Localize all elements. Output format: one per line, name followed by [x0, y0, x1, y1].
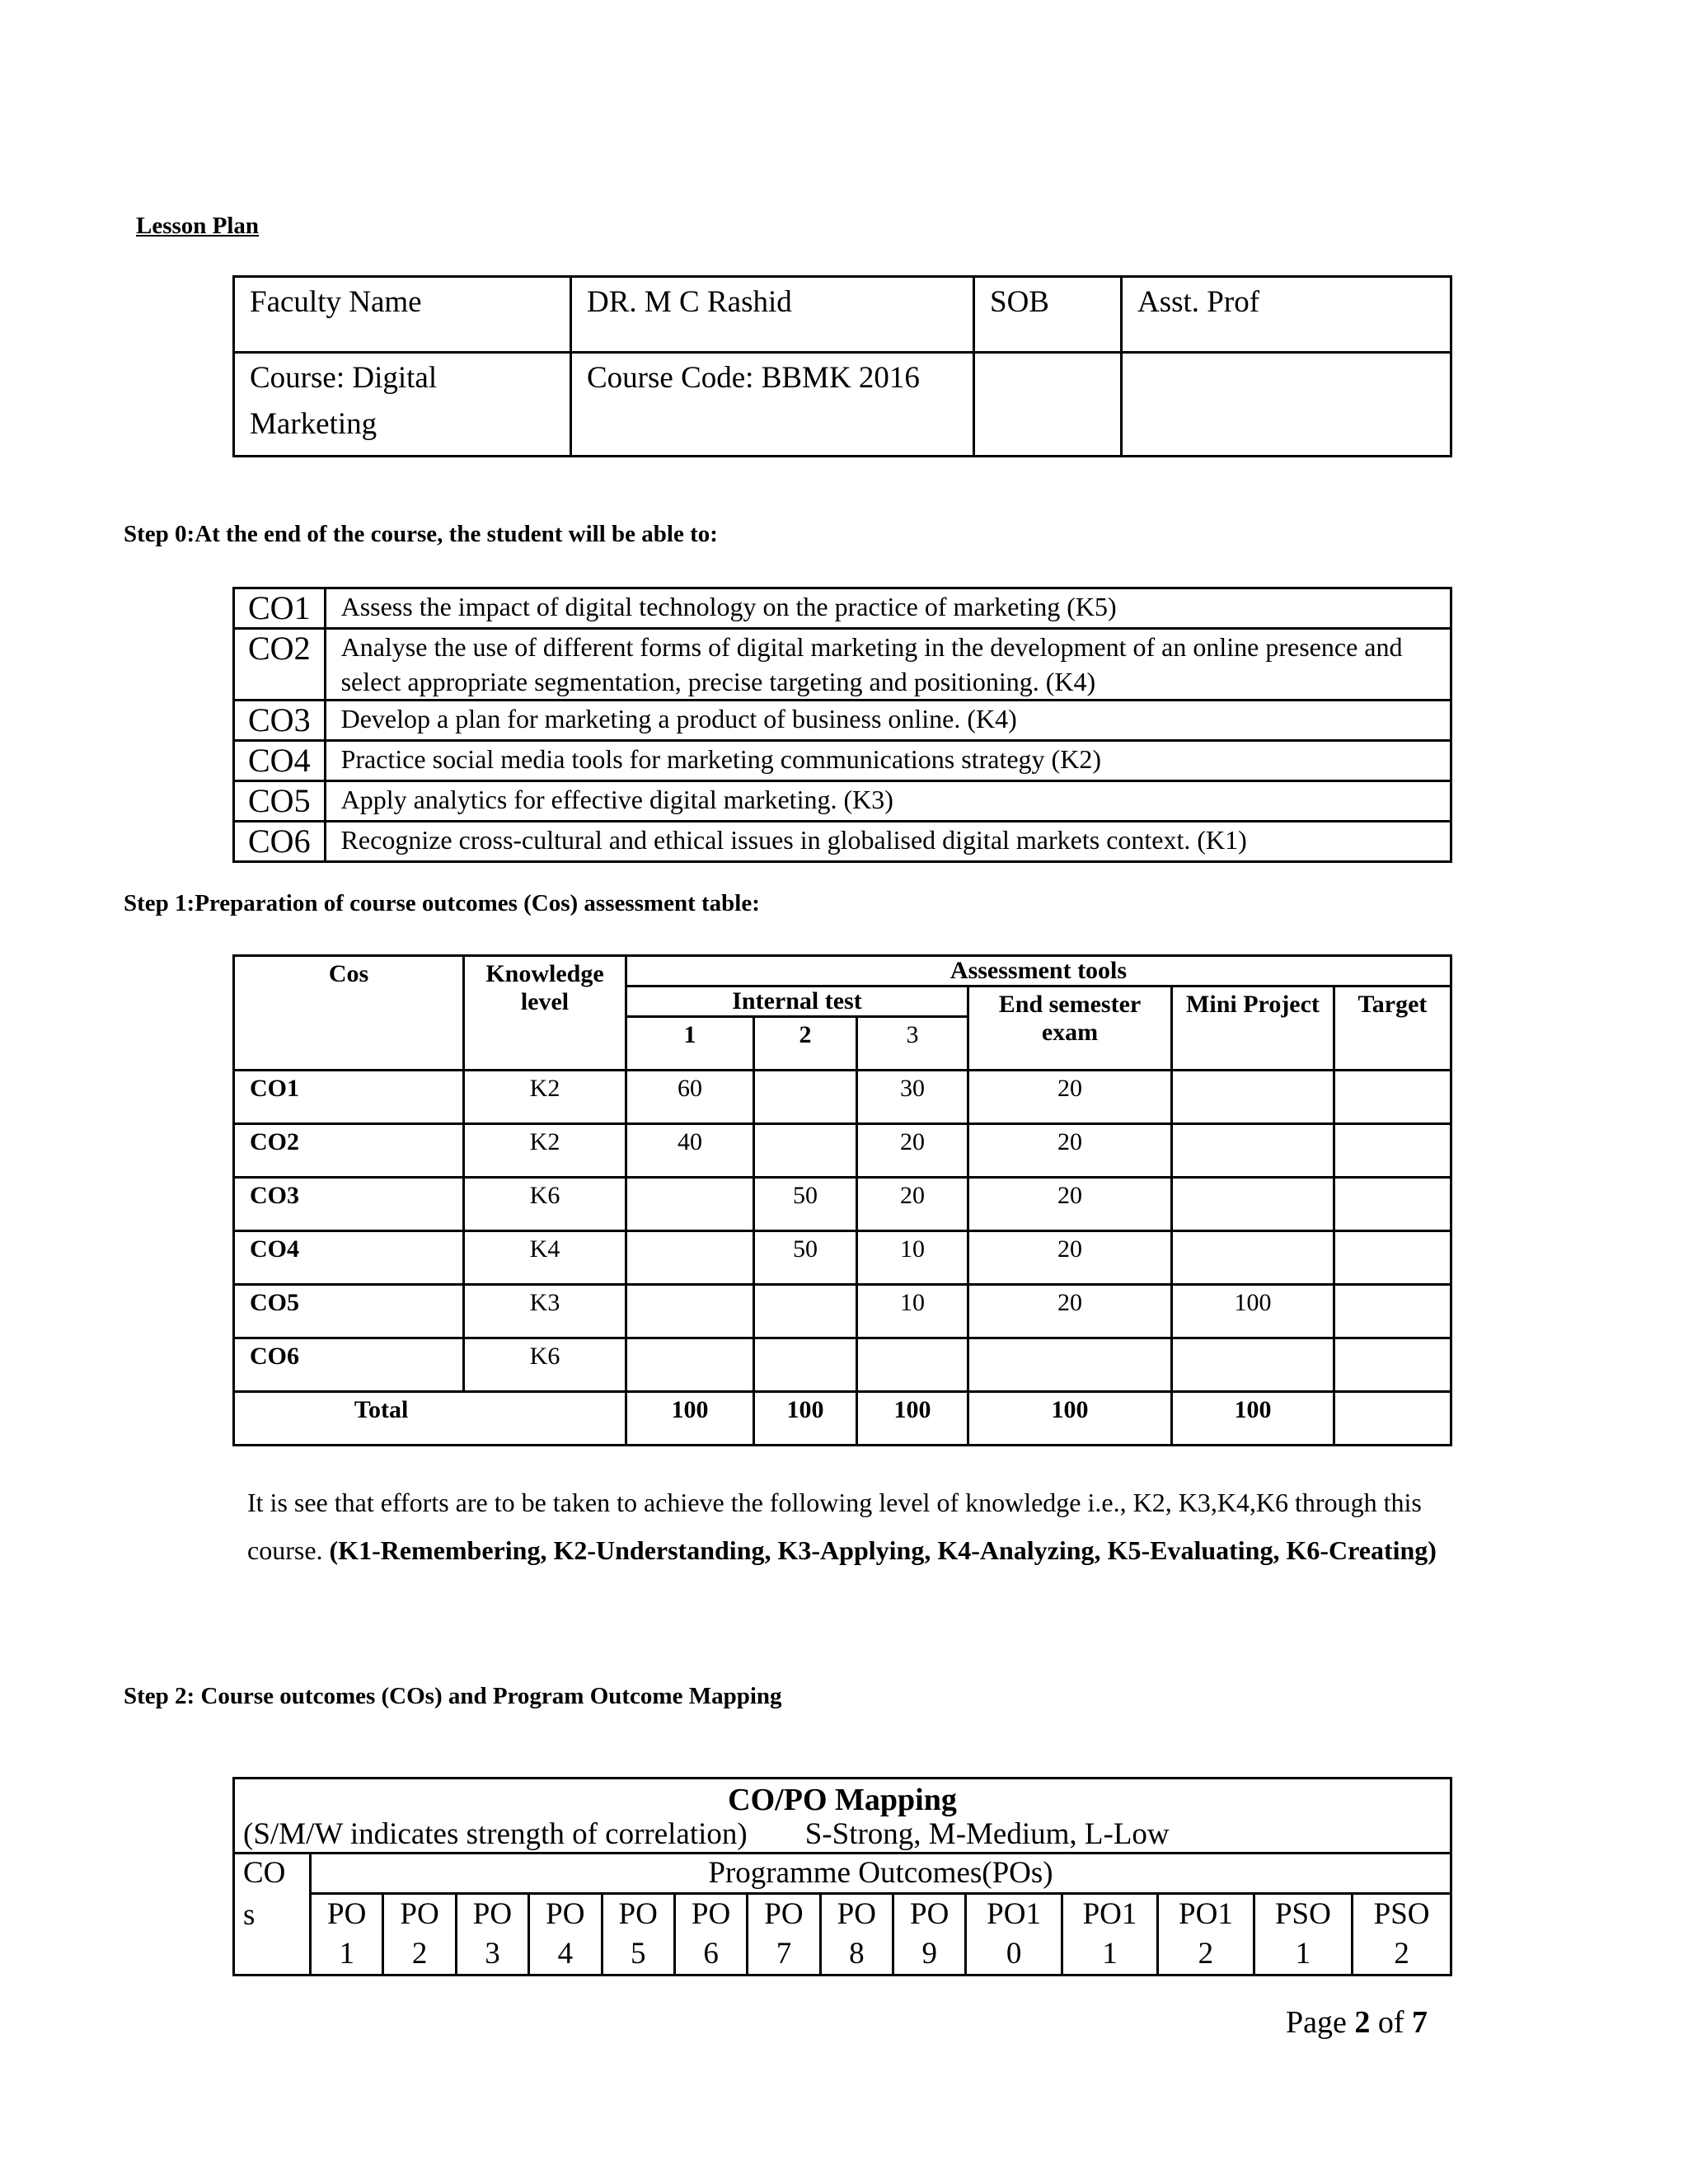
po-column-header	[1254, 1894, 1353, 1975]
row-test-2: 50	[754, 1231, 857, 1285]
po-header-bottom: 6	[703, 1937, 719, 1971]
header-internal-test: Internal test	[626, 987, 968, 1017]
knowledge-paragraph	[247, 1479, 1451, 1574]
po-header-bottom: 2	[1198, 1937, 1214, 1971]
po-column-header	[456, 1894, 528, 1975]
outcome-code: CO2	[234, 629, 326, 701]
po-header-top: PO1	[1179, 1897, 1233, 1931]
po-header-bottom: 2	[411, 1937, 428, 1971]
row-test-1	[626, 1338, 754, 1392]
po-header-top: PSO	[1274, 1897, 1331, 1931]
step2-heading: Step 2: Course outcomes (COs) and Program Outcome Mapping	[124, 1683, 782, 1709]
row-co: CO3	[234, 1178, 464, 1231]
course-name-line2: Marketing	[250, 407, 377, 441]
outcome-text: Recognize cross-cultural and ethical issues in globalised digital markets context. (K1)	[325, 822, 1451, 862]
row-test-1: 40	[626, 1124, 754, 1178]
po-column-header	[1062, 1894, 1157, 1975]
paragraph-bold: (K1-Remembering, K2-Understanding, K3-Applying, K4-Analyzing, K5-Evaluating, K6-Creating)	[329, 1535, 1437, 1565]
row-end-semester: 20	[968, 1178, 1172, 1231]
header-test-2: 2	[754, 1017, 857, 1071]
page-title: Lesson Plan	[136, 213, 260, 239]
row-test-2	[754, 1071, 857, 1124]
row-test-3: 20	[857, 1178, 968, 1231]
outcome-code: CO6	[234, 822, 326, 862]
assessment-table	[232, 954, 1452, 1446]
po-header-top: PO	[691, 1897, 731, 1931]
row-co: CO4	[234, 1231, 464, 1285]
assessment-row	[234, 1124, 1451, 1178]
po-header-bottom: 3	[485, 1937, 500, 1971]
po-header-top: PO	[618, 1897, 658, 1931]
row-end-semester: 20	[968, 1124, 1172, 1178]
row-test-3	[857, 1338, 968, 1392]
total-t2: 100	[754, 1392, 857, 1446]
row-test-2	[754, 1285, 857, 1338]
programme-outcomes-header: Programme Outcomes(POs)	[311, 1854, 1451, 1894]
faculty-designation: Asst. Prof	[1122, 277, 1451, 353]
po-header-bottom: 1	[1295, 1937, 1311, 1971]
row-co: CO2	[234, 1124, 464, 1178]
course-outcome-row	[234, 629, 1451, 701]
mapping-legend: S-Strong, M-Medium, L-Low	[804, 1817, 1170, 1851]
assessment-row	[234, 1178, 1451, 1231]
row-test-1	[626, 1178, 754, 1231]
po-header-bottom: 2	[1394, 1937, 1409, 1971]
row-test-3: 20	[857, 1124, 968, 1178]
row-target	[1334, 1338, 1451, 1392]
po-column-header	[1353, 1894, 1451, 1975]
assessment-row	[234, 1338, 1451, 1392]
row-target	[1334, 1071, 1451, 1124]
row-knowledge: K2	[464, 1124, 626, 1178]
faculty-name: DR. M C Rashid	[571, 277, 974, 353]
po-column-header	[748, 1894, 820, 1975]
row-mini-project	[1172, 1124, 1334, 1178]
row-knowledge: K6	[464, 1338, 626, 1392]
mapping-title-cell	[234, 1779, 1451, 1854]
header-knowledge: Knowledge level	[464, 956, 626, 1071]
outcome-text: Apply analytics for effective digital marketing. (K3)	[325, 781, 1451, 822]
row-test-1	[626, 1231, 754, 1285]
header-test-3: 3	[857, 1017, 968, 1071]
po-header-top: PO	[400, 1897, 439, 1931]
row-target	[1334, 1178, 1451, 1231]
row-target	[1334, 1285, 1451, 1338]
header-target: Target	[1334, 987, 1451, 1071]
assessment-row	[234, 1285, 1451, 1338]
header-assessment-tools: Assessment tools	[626, 956, 1451, 987]
po-header-top: PO	[764, 1897, 804, 1931]
outcome-code: CO1	[234, 588, 326, 629]
total-end: 100	[968, 1392, 1172, 1446]
course-outcomes-table	[232, 587, 1452, 863]
assessment-row	[234, 1231, 1451, 1285]
row-test-3: 30	[857, 1071, 968, 1124]
faculty-school: SOB	[974, 277, 1122, 353]
cos-header-top: CO	[243, 1856, 286, 1890]
empty-cell	[1122, 353, 1451, 457]
assessment-row	[234, 1071, 1451, 1124]
row-target	[1334, 1124, 1451, 1178]
mapping-subtitle-line	[243, 1817, 1442, 1852]
row-mini-project	[1172, 1231, 1334, 1285]
po-header-bottom: 5	[630, 1937, 646, 1971]
po-column-header	[674, 1894, 747, 1975]
faculty-table	[232, 275, 1452, 457]
total-target	[1334, 1392, 1451, 1446]
total-mini: 100	[1172, 1392, 1334, 1446]
course-name-line1: Course: Digital	[250, 361, 438, 395]
outcome-text: Practice social media tools for marketing communications strategy (K2)	[325, 741, 1451, 781]
row-end-semester: 20	[968, 1285, 1172, 1338]
course-outcome-row	[234, 741, 1451, 781]
row-end-semester	[968, 1338, 1172, 1392]
po-column-header	[311, 1894, 383, 1975]
po-header-bottom: 7	[776, 1937, 792, 1971]
course-code: Course Code: BBMK 2016	[571, 353, 974, 457]
row-co: CO5	[234, 1285, 464, 1338]
header-end-semester: End semester exam	[968, 987, 1172, 1071]
course-outcome-row	[234, 822, 1451, 862]
row-co: CO6	[234, 1338, 464, 1392]
po-header-bottom: 4	[557, 1937, 574, 1971]
po-header-top: PO	[327, 1897, 367, 1931]
row-end-semester: 20	[968, 1071, 1172, 1124]
step0-heading: Step 0:At the end of the course, the student will be able to:	[124, 521, 718, 547]
po-header-top: PO	[837, 1897, 876, 1931]
po-column-header	[602, 1894, 674, 1975]
po-column-header	[893, 1894, 966, 1975]
header-test-1: 1	[626, 1017, 754, 1071]
faculty-label: Faculty Name	[234, 277, 571, 353]
row-mini-project: 100	[1172, 1285, 1334, 1338]
po-column-header	[383, 1894, 456, 1975]
co-po-mapping-table	[232, 1777, 1452, 1976]
total-t1: 100	[626, 1392, 754, 1446]
course-outcome-row	[234, 588, 1451, 629]
cos-header-bottom: s	[243, 1898, 256, 1932]
mapping-title: CO/PO Mapping	[728, 1783, 957, 1817]
mapping-subtitle: (S/M/W indicates strength of correlation)	[243, 1817, 748, 1851]
po-header-bottom: 8	[849, 1937, 865, 1971]
row-target	[1334, 1231, 1451, 1285]
row-end-semester: 20	[968, 1231, 1172, 1285]
row-test-3: 10	[857, 1285, 968, 1338]
row-test-2	[754, 1338, 857, 1392]
po-header-top: PO	[546, 1897, 585, 1931]
po-header-top: PO	[472, 1897, 513, 1931]
po-column-header	[966, 1894, 1062, 1975]
po-header-top: PO1	[1082, 1897, 1137, 1931]
po-header-bottom: 1	[339, 1937, 354, 1971]
po-column-header	[820, 1894, 893, 1975]
total-t3: 100	[857, 1392, 968, 1446]
row-knowledge: K3	[464, 1285, 626, 1338]
po-header-top: PO	[910, 1897, 950, 1931]
row-test-3: 10	[857, 1231, 968, 1285]
row-mini-project	[1172, 1178, 1334, 1231]
po-header-top: PSO	[1373, 1897, 1430, 1931]
po-column-header	[1158, 1894, 1254, 1975]
paragraph-text: It is see that efforts are to be taken to achieve the following level of knowledge i.e., K2, K3,K4,K6 through this course.	[247, 1488, 1422, 1565]
header-mini-project: Mini Project	[1172, 987, 1334, 1071]
row-knowledge: K6	[464, 1178, 626, 1231]
row-co: CO1	[234, 1071, 464, 1124]
outcome-text: Assess the impact of digital technology on the practice of marketing (K5)	[325, 588, 1451, 629]
header-cos: Cos	[234, 956, 464, 1071]
po-header-bottom: 1	[1102, 1937, 1118, 1971]
outcome-text: Develop a plan for marketing a product of business online. (K4)	[325, 701, 1451, 741]
row-test-2	[754, 1124, 857, 1178]
row-knowledge: K4	[464, 1231, 626, 1285]
total-row	[234, 1392, 1451, 1446]
outcome-code: CO4	[234, 741, 326, 781]
outcome-code: CO3	[234, 701, 326, 741]
row-test-2: 50	[754, 1178, 857, 1231]
outcome-code: CO5	[234, 781, 326, 822]
row-knowledge: K2	[464, 1071, 626, 1124]
total-label: Total	[234, 1392, 626, 1446]
page-number: Page 2 of 7	[1286, 2005, 1428, 2040]
outcome-text: Analyse the use of different forms of digital marketing in the development of an online presence and select appropriate segmentation, precise targeting and positioning. (K4)	[325, 629, 1451, 701]
course-name-cell	[234, 353, 571, 457]
cos-header-cell	[234, 1854, 311, 1975]
row-mini-project	[1172, 1338, 1334, 1392]
course-outcome-row	[234, 701, 1451, 741]
po-header-bottom: 9	[921, 1937, 937, 1971]
po-column-header	[529, 1894, 602, 1975]
row-test-1: 60	[626, 1071, 754, 1124]
po-header-bottom: 0	[1006, 1937, 1022, 1971]
row-test-1	[626, 1285, 754, 1338]
course-outcome-row	[234, 781, 1451, 822]
po-header-top: PO1	[987, 1897, 1041, 1931]
row-mini-project	[1172, 1071, 1334, 1124]
empty-cell	[974, 353, 1122, 457]
step1-heading: Step 1:Preparation of course outcomes (Cos) assessment table:	[124, 890, 760, 916]
